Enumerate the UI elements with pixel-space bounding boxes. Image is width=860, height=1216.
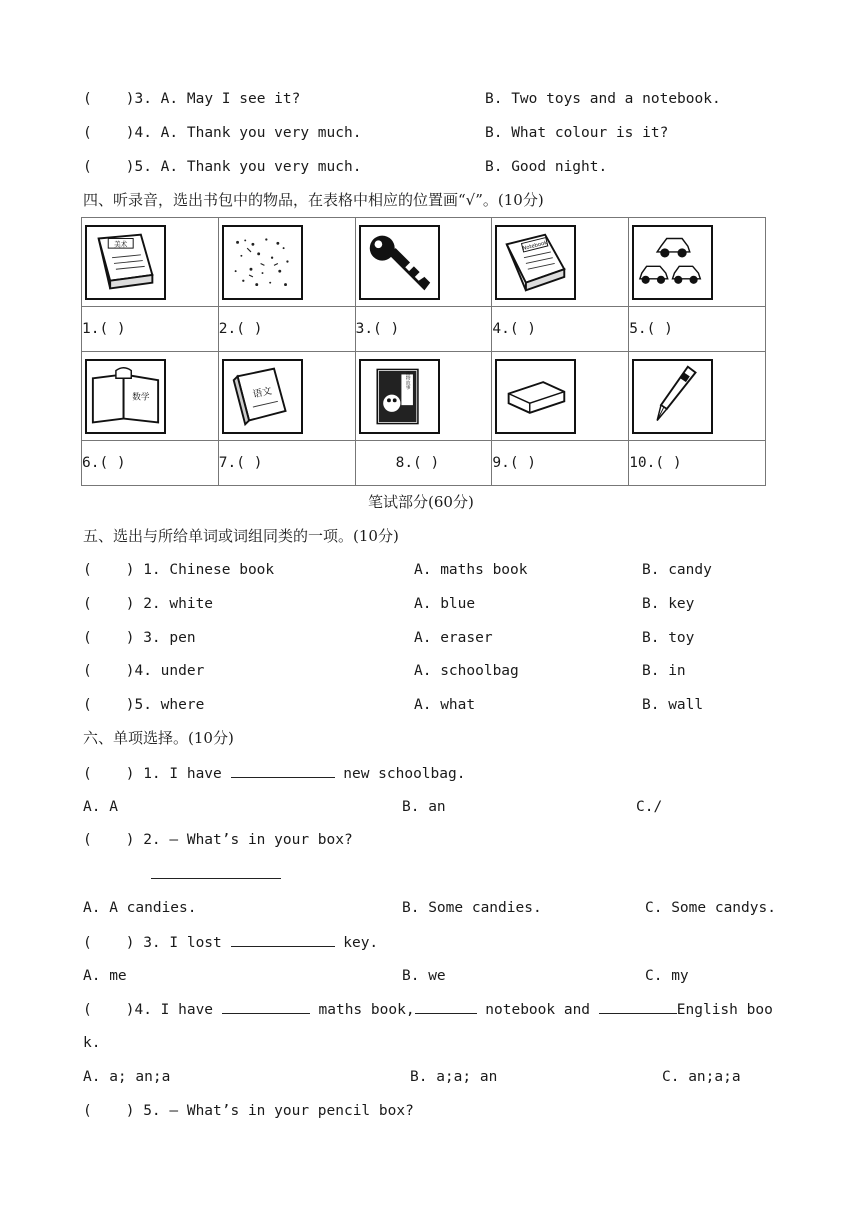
s5-item-question: )4. under (125, 663, 205, 679)
svg-text:动物故事: 动物故事 (404, 370, 410, 390)
s6-question-5: ( ) 5. — What’s in your pencil box? (83, 1103, 414, 1119)
book-icon (85, 225, 166, 300)
cell-1-picture (82, 218, 219, 307)
cell-8-picture (355, 352, 492, 441)
answer-slot-10[interactable]: 10.( ) (629, 441, 766, 486)
answer-slot-4[interactable]: 4.( ) (492, 307, 629, 352)
svg-text:美术: 美术 (113, 240, 128, 249)
s5-item-4-option-b: B. in (642, 663, 686, 679)
item-number: )4. (125, 125, 152, 141)
answer-blank[interactable] (231, 763, 335, 778)
question-text: ) 2. — What’s in your box? (125, 832, 353, 848)
option-a: A. Thank you very much. (160, 125, 362, 141)
s6-q2-option-b: B. Some candies. (402, 900, 542, 916)
answer-slot-9[interactable]: 9.( ) (492, 441, 629, 486)
question-text-end: key. (343, 935, 379, 951)
s5-item-question: ) 3. pen (125, 630, 196, 646)
svg-text:语文: 语文 (251, 385, 273, 400)
s5-item-2-option-b: B. key (642, 596, 695, 612)
cell-9-picture (492, 352, 629, 441)
s6-question-1: ( ) 1. I have new schoolbag. (83, 763, 465, 784)
cell-2-picture (218, 218, 355, 307)
item-number: )3. (125, 91, 152, 107)
s5-item-question: ) 2. white (125, 596, 214, 612)
cell-5-picture (629, 218, 766, 307)
answer-slot-1[interactable]: 1.( ) (82, 307, 219, 352)
cell-7-picture (218, 352, 355, 441)
picture-row-1 (82, 218, 766, 307)
s6-question-2: ( ) 2. — What’s in your box? (83, 832, 353, 848)
question-text: ) 3. I lost (125, 935, 222, 951)
s6-question-4: ( )4. I have maths book, notebook and English boo (83, 999, 773, 1020)
section-6-heading: 六、单项选择。(10分) (83, 729, 234, 747)
s5-item-3-option-a: A. eraser (414, 630, 493, 646)
toy-cars-icon (632, 225, 713, 300)
s5-item-question: ) 1. Chinese book (125, 562, 275, 578)
s6-q1-option-c: C./ (636, 799, 663, 815)
written-part-title: 笔试部分(60分) (368, 493, 474, 511)
s6-q4-option-a: A. a; an;a (83, 1069, 171, 1085)
s6-q1-option-b: B. an (402, 799, 446, 815)
s5-item-5-option-a: A. what (414, 697, 476, 713)
s5-item-2-option-a: A. blue (414, 596, 476, 612)
open-book-icon (85, 359, 166, 434)
answer-blank[interactable] (231, 932, 335, 947)
s5-item-1-option-a: A. maths book (414, 562, 528, 578)
s6-q2-answer-line[interactable] (151, 864, 281, 885)
answer-slot-6[interactable]: 6.( ) (82, 441, 219, 486)
label-row-1 (82, 307, 766, 352)
option-a: A. Thank you very much. (160, 159, 362, 175)
s5-item-5-option-b: B. wall (642, 697, 704, 713)
s5-item-3: ( ) 3. pen (83, 630, 196, 646)
s6-question-3: ( ) 3. I lost key. (83, 932, 378, 953)
cell-3-picture (355, 218, 492, 307)
picture-table (81, 217, 766, 486)
s5-item-question: )5. where (125, 697, 205, 713)
s5-item-4-option-a: A. schoolbag (414, 663, 519, 679)
cell-4-picture (492, 218, 629, 307)
s6-q1-option-a: A. A (83, 799, 118, 815)
answer-blank-3[interactable] (599, 999, 677, 1014)
answer-paren: ( (83, 91, 92, 107)
svg-text:Notebook: Notebook (522, 239, 549, 252)
s6-q3-option-c: C. my (645, 968, 689, 984)
s6-q4-wrap: k. (83, 1035, 101, 1051)
key-icon (359, 225, 440, 300)
s6-q2-option-a: A. A candies. (83, 900, 197, 916)
answer-slot-3[interactable]: 3.( ) (355, 307, 492, 352)
s5-item-5: ( )5. where (83, 697, 205, 713)
answer-slot-7[interactable]: 7.( ) (218, 441, 355, 486)
eraser-icon (495, 359, 576, 434)
question-text-end: new schoolbag. (343, 766, 466, 782)
listening-item-5-option-b: B. Good night. (485, 159, 608, 175)
listening-item-4 (83, 123, 361, 143)
s5-item-3-option-b: B. toy (642, 630, 695, 646)
answer-slot-8[interactable]: 8.( ) (355, 441, 492, 486)
picture-row-2 (82, 352, 766, 441)
option-a: A. May I see it? (160, 91, 301, 107)
crayon-dots-icon (222, 225, 303, 300)
answer-blank-1[interactable] (222, 999, 310, 1014)
listening-item-4-option-b: B. What colour is it? (485, 125, 669, 141)
item-number: )5. (125, 159, 152, 175)
listening-item-3 (83, 89, 300, 109)
chinese-book-icon (222, 359, 303, 434)
listening-item-3-option-b: B. Two toys and a notebook. (485, 91, 721, 107)
s6-q3-option-b: B. we (402, 968, 446, 984)
answer-slot-2[interactable]: 2.( ) (218, 307, 355, 352)
svg-text:数学: 数学 (132, 391, 150, 402)
answer-paren: ( (83, 159, 92, 175)
notebook-icon (495, 225, 576, 300)
cell-10-picture (629, 352, 766, 441)
answer-slot-5[interactable]: 5.( ) (629, 307, 766, 352)
s6-q2-option-c: C. Some candys. (645, 900, 776, 916)
answer-blank-2[interactable] (415, 999, 477, 1014)
s5-item-4: ( )4. under (83, 663, 205, 679)
label-row-2 (82, 441, 766, 486)
s6-q4-option-b: B. a;a; an (410, 1069, 498, 1085)
s5-item-1: ( ) 1. Chinese book (83, 562, 275, 578)
s6-q4-option-c: C. an;a;a (662, 1069, 741, 1085)
cell-6-picture (82, 352, 219, 441)
s5-item-2: ( ) 2. white (83, 596, 214, 612)
storybook-icon (359, 359, 440, 434)
s5-item-1-option-b: B. candy (642, 562, 712, 578)
question-text: ) 5. — What’s in your pencil box? (125, 1103, 414, 1119)
answer-paren: ( (83, 125, 92, 141)
s6-q3-option-a: A. me (83, 968, 127, 984)
section-4-heading: 四、听录音，选出书包中的物品，在表格中相应的位置画“√”。(10分) (83, 191, 544, 209)
section-5-heading: 五、选出与所给单词或词组同类的一项。(10分) (83, 527, 399, 545)
question-text: ) 1. I have (125, 766, 222, 782)
fountain-pen-icon (632, 359, 713, 434)
listening-item-5 (83, 157, 361, 177)
question-text: )4. I have (125, 1002, 214, 1018)
